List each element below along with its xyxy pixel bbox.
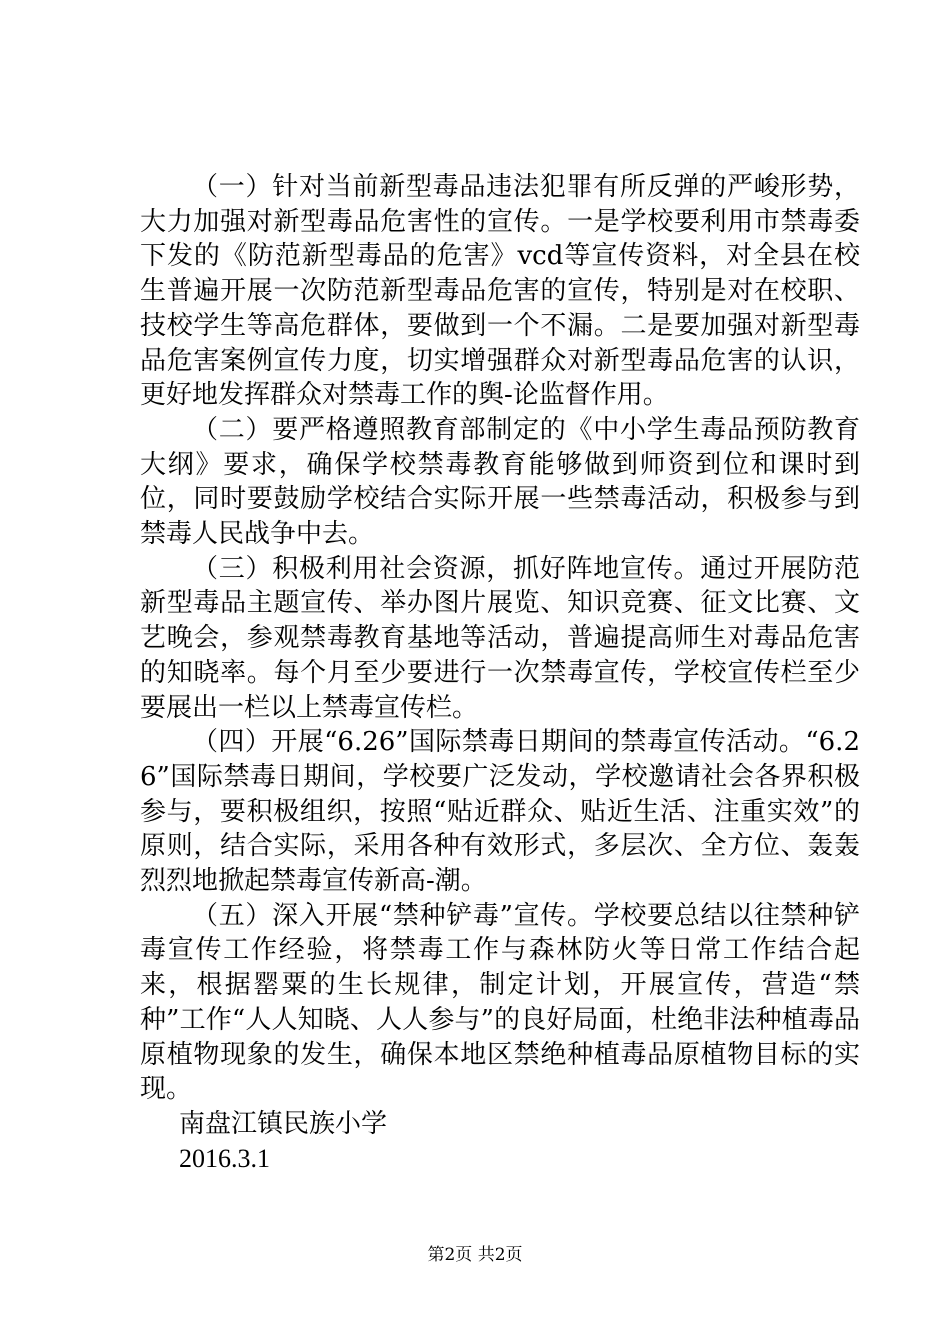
paragraph-2: （二）要严格遵照教育部制定的《中小学生毒品预防教育大纲》要求，确保学校禁毒教育能够做到师资到位和课时到位，同时要鼓励学校结合实际开展一些禁毒活动，积极参与到禁毒人民战争中去。 — [140, 414, 860, 550]
paragraph-3: （三）积极利用社会资源，抓好阵地宣传。通过开展防范新型毒品主题宣传、举办图片展览、知识竞赛、征文比赛、文艺晚会，参观禁毒教育基地等活动，普遍提高师生对毒品危害的知晓率。每个月至少要进行一次禁毒宣传，学校宣传栏至少要展出一栏以上禁毒宣传栏。 — [140, 553, 860, 723]
paragraph-5: （五）深入开展“禁种铲毒”宣传。学校要总结以往禁种铲毒宣传工作经验，将禁毒工作与森林防火等日常工作结合起来，根据罂粟的生长规律，制定计划，开展宣传，营造“禁种”工作“人人知晓、人人参与”的良好局面，杜绝非法种植毒品原植物现象的发生，确保本地区禁绝种植毒品原植物目标的实现。 — [140, 900, 860, 1105]
document-body — [140, 170, 860, 1176]
paragraph-4: （四）开展“6.26”国际禁毒日期间的禁毒宣传活动。“6.26”国际禁毒日期间，学校要广泛发动，学校邀请社会各界积极参与，要积极组织，按照“贴近群众、贴近生活、注重实效”的原则，结合实际，采用各种有效形式，多层次、全方位、轰轰烈烈地掀起禁毒宣传新高-潮。 — [140, 727, 860, 897]
page-footer: 第2页 共2页 — [427, 1245, 523, 1265]
document-date: 2016.3.1 — [179, 1143, 270, 1173]
paragraph-1: （一）针对当前新型毒品违法犯罪有所反弹的严峻形势，大力加强对新型毒品危害性的宣传。一是学校要利用市禁毒委下发的《防范新型毒品的危害》vcd等宣传资料，对全县在校生普遍开展一次防范新型毒品危害的宣传，特别是对在校职、技校学生等高危群体，要做到一个不漏。二是要加强对新型毒品危害案例宣传力度，切实增强群众对新型毒品危害的认识，更好地发挥群众对禁毒工作的舆-论监督作用。 — [140, 172, 860, 411]
signature: 南盘江镇民族小学 — [179, 1108, 388, 1139]
